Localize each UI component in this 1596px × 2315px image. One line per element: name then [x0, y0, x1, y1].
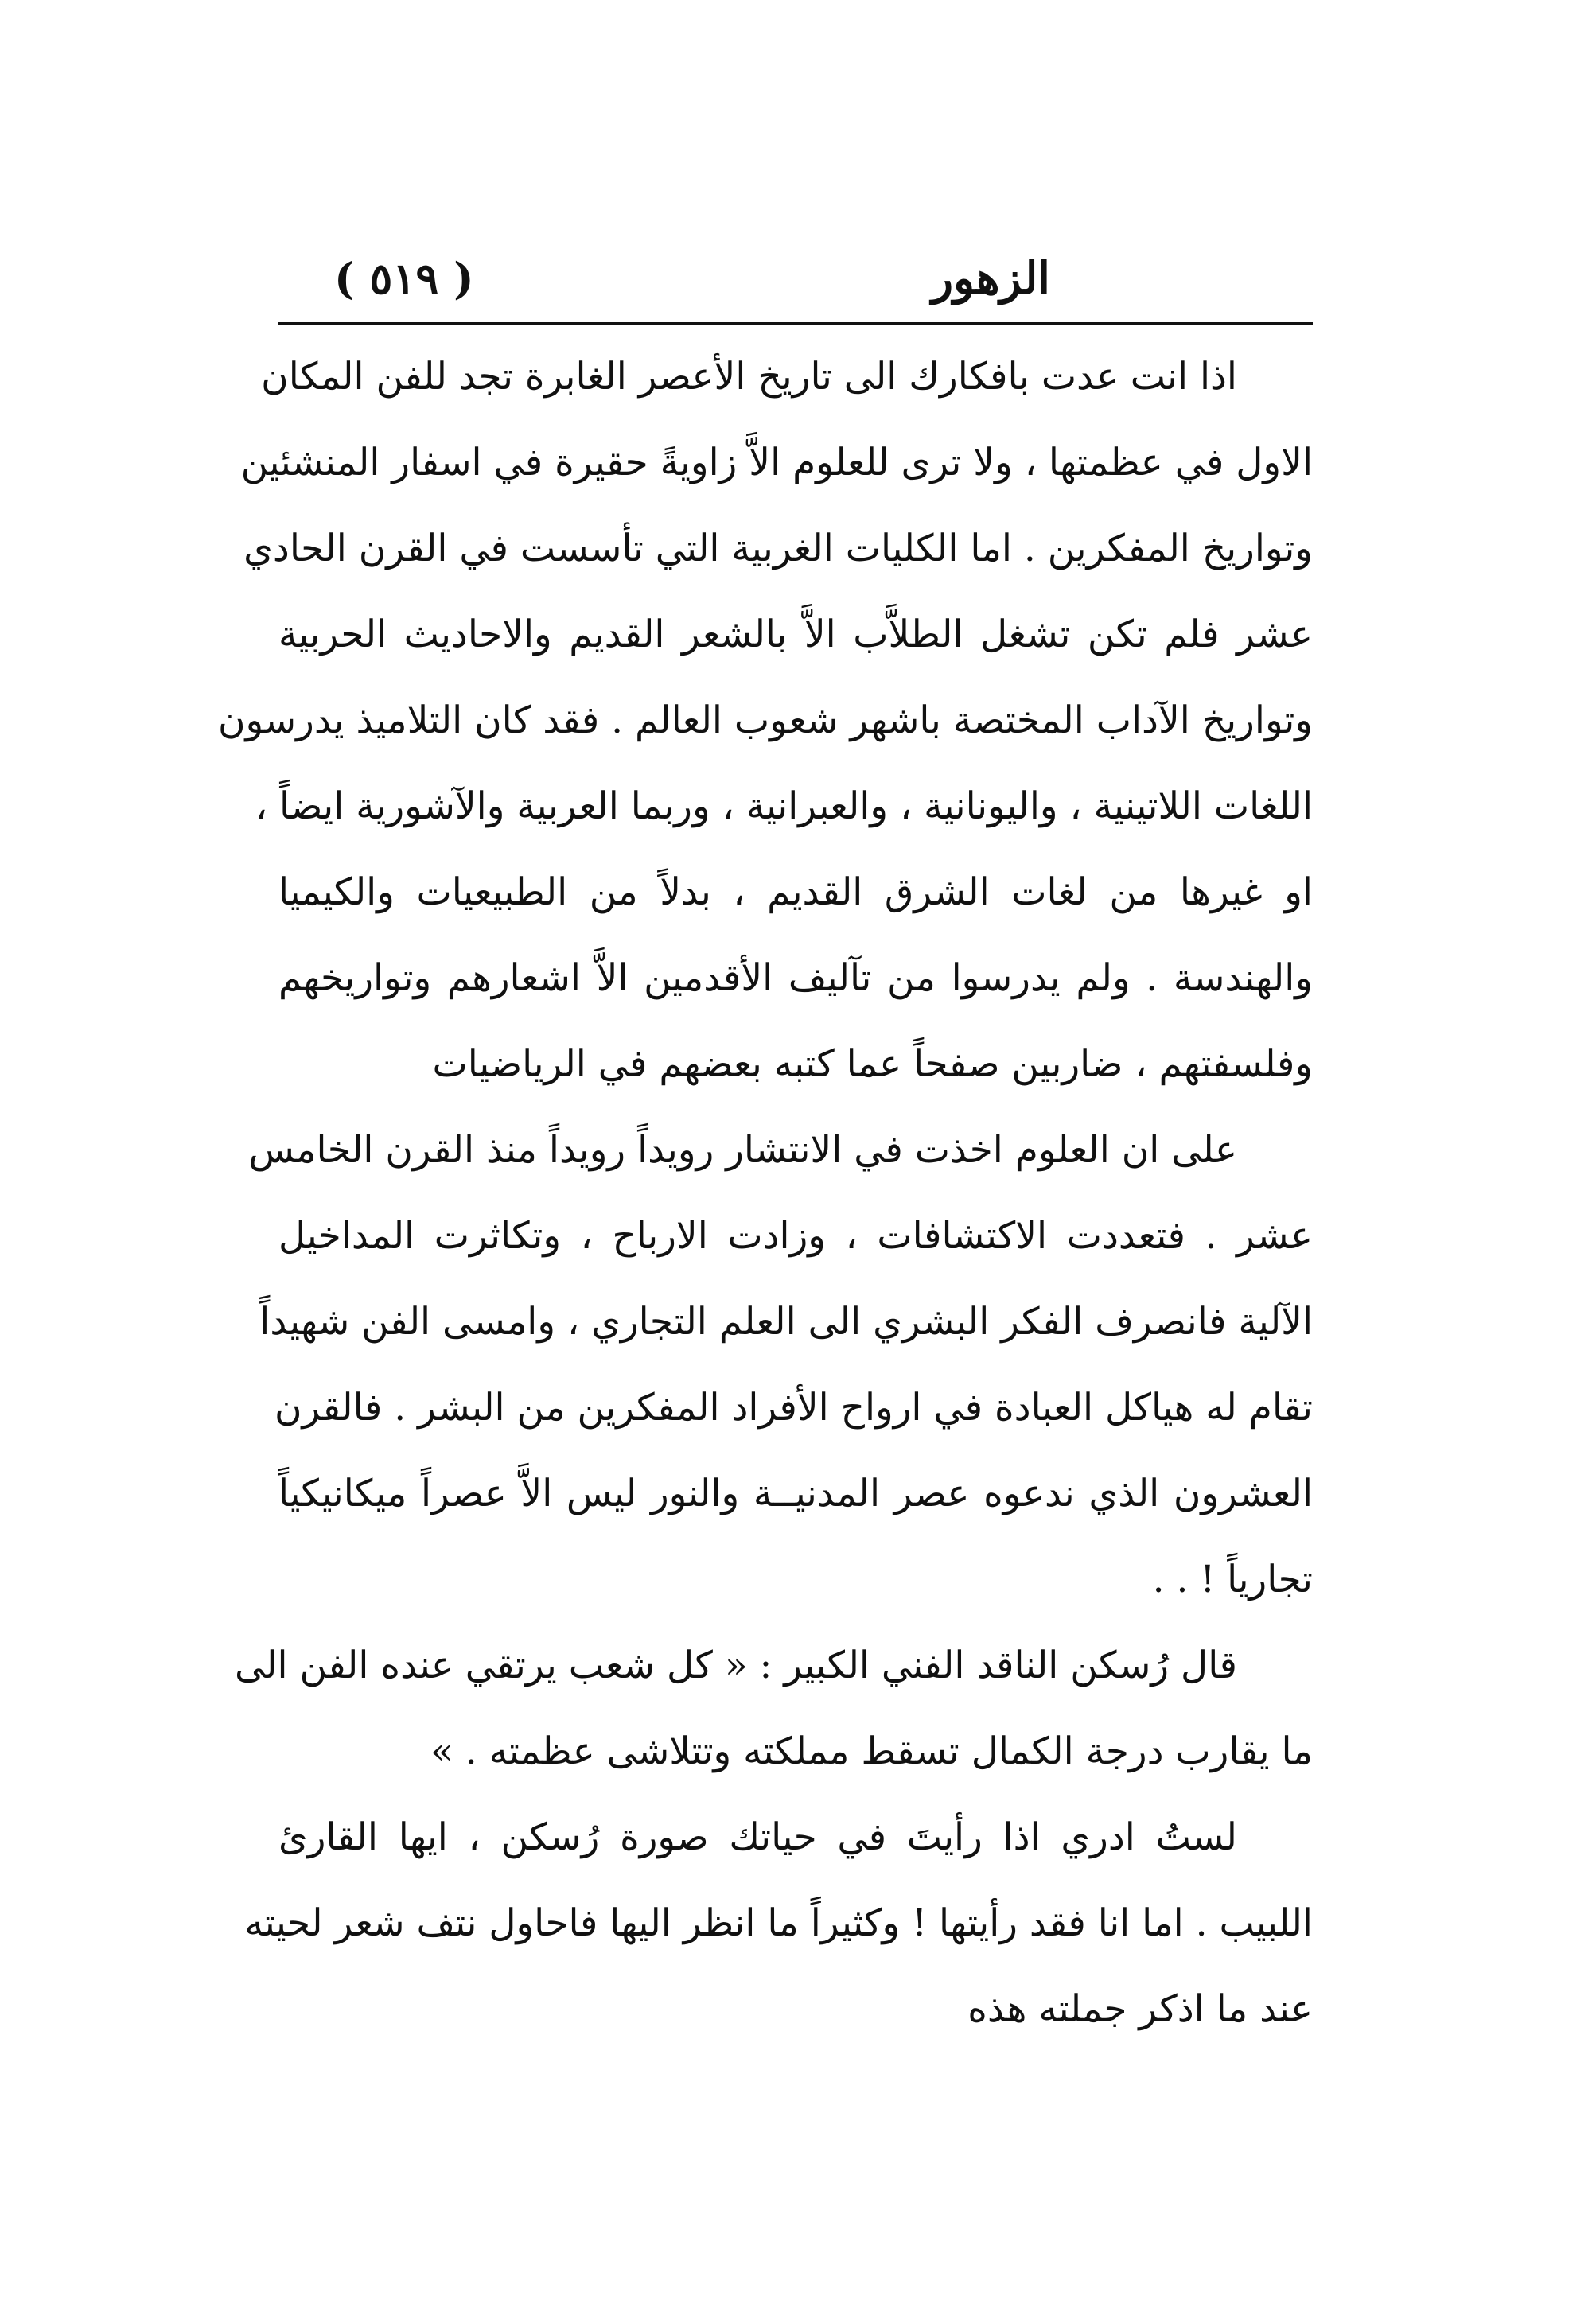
- page-header: [278, 239, 1313, 318]
- paragraph-3: [234, 1623, 1313, 1795]
- paragraph-1: [217, 334, 1313, 1107]
- text-line: الآلية فانصرف الفكر البشري الى العلم التجاري ، وامسى الفن شهيداً: [259, 1300, 1313, 1344]
- paragraph-4: [244, 1795, 1313, 2052]
- running-title: الزهور: [931, 252, 1050, 305]
- text-line: او غيرها من لغات الشرق القديم ، بدلاً من الطبيعيات والكيميا: [278, 870, 1313, 914]
- text-line: عند ما اذكر جملته هذه: [967, 1987, 1313, 2031]
- text-line: وتواريخ المفكرين . اما الكليات الغربية التي تأسست في القرن الحادي: [243, 527, 1313, 570]
- page-number: ( ٥١٩ ): [334, 253, 474, 304]
- body-text: [217, 334, 1313, 2052]
- text-line: تقام له هياكل العبادة في ارواح الأفراد المفكرين من البشر . فالقرن: [274, 1386, 1313, 1430]
- text-line: قال رُسكن الناقد الفني الكبير : « كل شعب يرتقي عنده الفن الى: [234, 1644, 1237, 1687]
- paragraph-2: [248, 1107, 1313, 1623]
- text-line: وتواريخ الآداب المختصة باشهر شعوب العالم . فقد كان التلاميذ يدرسون: [217, 698, 1313, 742]
- text-line: اللبيب . اما انا فقد رأيتها ! وكثيراً ما انظر اليها فاحاول نتف شعر لحيته: [244, 1901, 1313, 1945]
- header-rule: [278, 322, 1313, 325]
- text-line: والهندسة . ولم يدرسوا من تآليف الأقدمين الاَّ اشعارهم وتواريخهم: [278, 956, 1313, 1000]
- text-line: تجارياً ! . .: [1152, 1558, 1313, 1601]
- text-line: اذا انت عدت بافكارك الى تاريخ الأعصر الغابرة تجد للفن المكان: [261, 355, 1237, 399]
- text-line: العشرون الذي ندعوه عصر المدنيــة والنور ليس الاَّ عصراً ميكانيكياً: [278, 1472, 1313, 1515]
- text-line: لستُ ادري اذا رأيتَ في حياتك صورة رُسكن ، ايها القارئ: [278, 1815, 1237, 1859]
- text-line: ما يقارب درجة الكمال تسقط مملكته وتتلاشى عظمته . »: [430, 1729, 1313, 1773]
- text-line: اللغات اللاتينية ، واليونانية ، والعبرانية ، وربما العربية والآشورية ايضاً ،: [255, 784, 1313, 828]
- text-line: عشر . فتعددت الاكتشافات ، وزادت الارباح ، وتكاثرت المداخيل: [278, 1214, 1313, 1258]
- text-line: وفلسفتهم ، ضاربين صفحاً عما كتبه بعضهم في الرياضيات: [432, 1042, 1313, 1086]
- text-line: على ان العلوم اخذت في الانتشار رويداً رويداً منذ القرن الخامس: [248, 1128, 1237, 1172]
- text-line: الاول في عظمتها ، ولا ترى للعلوم الاَّ زاويةً حقيرة في اسفار المنشئين: [240, 441, 1313, 484]
- text-line: عشر فلم تكن تشغل الطلاَّب الاَّ بالشعر القديم والاحاديث الحربية: [278, 613, 1313, 656]
